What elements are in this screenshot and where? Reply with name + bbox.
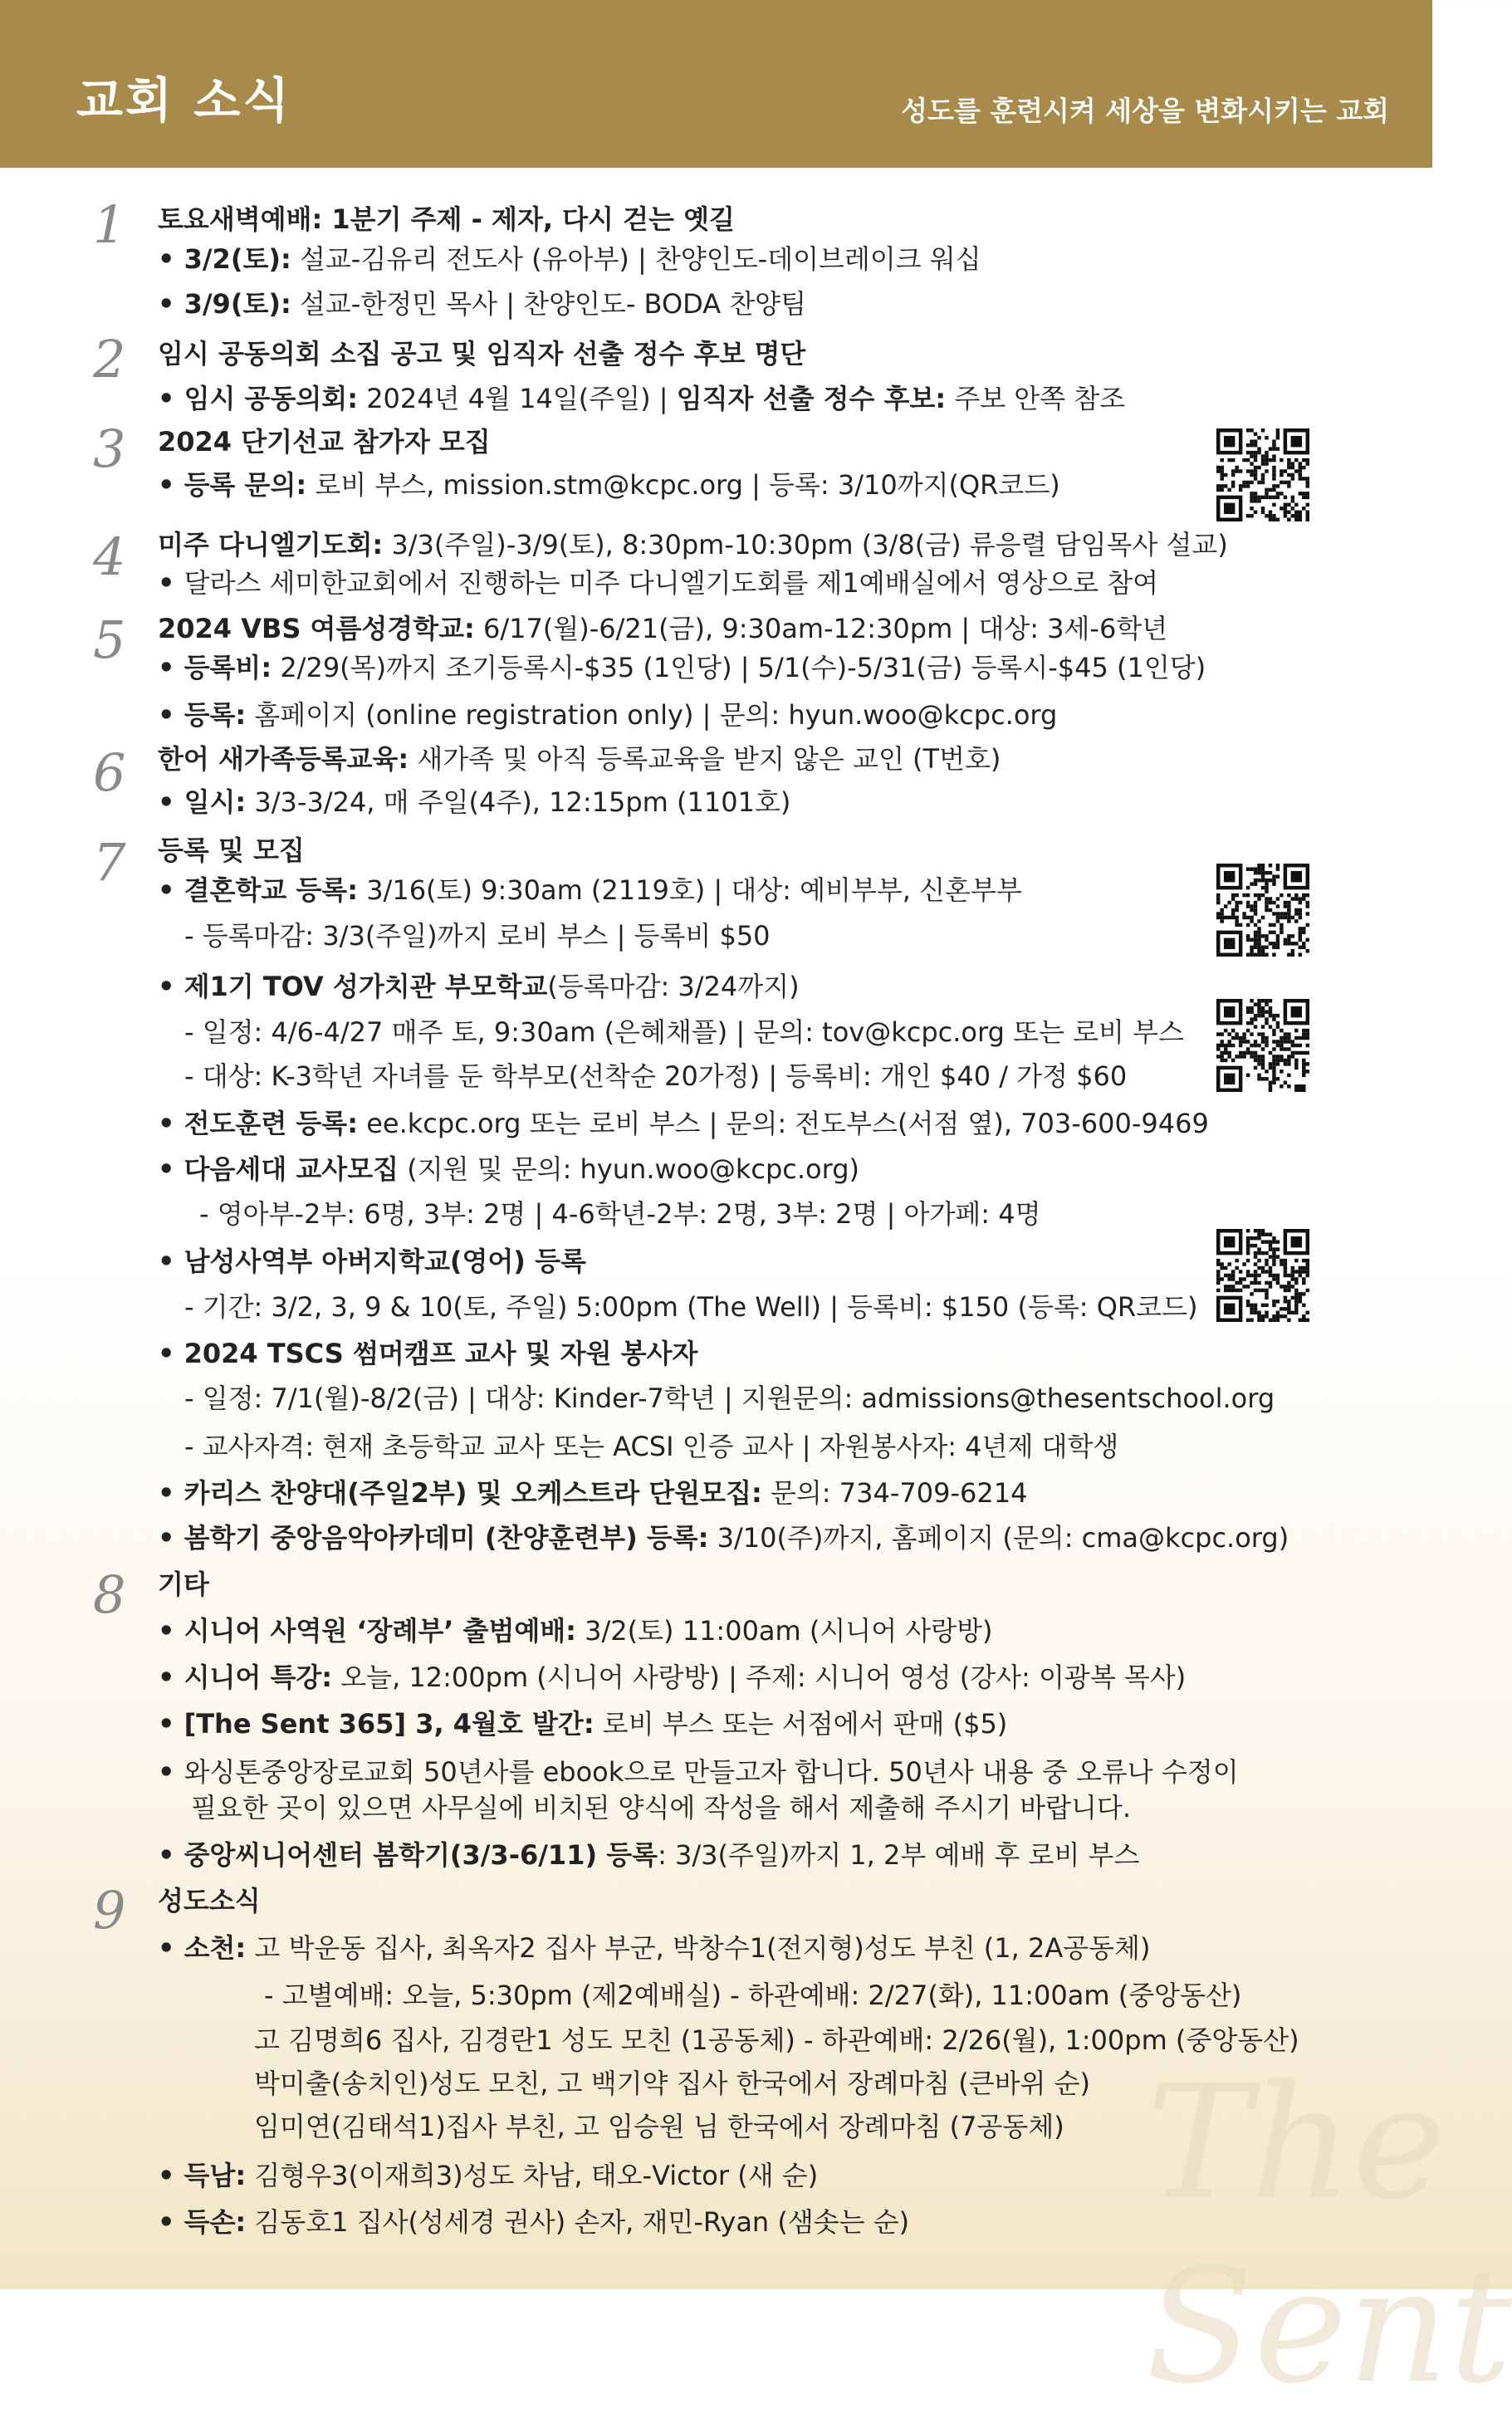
bold-label: 카리스 찬양대(주일2부) 및 오케스트라 단원모집: xyxy=(183,1477,762,1509)
bold-label: 임시 공동의회: xyxy=(183,383,359,414)
line-text: 대상: K-3학년 자녀를 둔 학부모(선착순 20가정) | 등록비: 개인 $40 / 가정 $60 xyxy=(202,1060,1128,1092)
bullet-item xyxy=(158,286,806,322)
bullet-marker: - xyxy=(184,1060,203,1092)
bold-label: 일시: xyxy=(183,786,247,818)
bullet-item xyxy=(158,1613,993,1649)
bullet-marker: • xyxy=(158,1662,184,1693)
qr-code-tov-school[interactable] xyxy=(1216,999,1309,1092)
bullet-marker: • xyxy=(158,1756,184,1788)
bullet-item xyxy=(158,784,790,820)
bullet-marker: • xyxy=(158,2206,184,2238)
bullet-marker: • xyxy=(158,874,184,906)
line-text: 등록마감: 3/3(주일)까지 로비 부스 | 등록비 $50 xyxy=(202,920,771,952)
line-text: 고 박운동 집사, 최옥자2 집사 부군, 박창수1(전지형)성도 부친 (1, 2A공동체) xyxy=(246,1932,1151,1964)
bullet-marker: - xyxy=(199,1198,218,1230)
bold-label: 중앙씨니어센터 봄학기(3/3-6/11) 등록 xyxy=(183,1839,658,1871)
sub-item xyxy=(184,1058,1127,1094)
bullet-item xyxy=(158,1335,697,1372)
sub-item xyxy=(184,1428,1118,1465)
bold-label: 결혼학교 등록: xyxy=(183,874,359,906)
bullet-item xyxy=(158,872,1022,908)
bullet-item xyxy=(158,1837,1139,1873)
bullet-item xyxy=(158,649,1206,686)
line-text: 고별예배: 오늘, 5:30pm (제2예배실) - 하관예배: 2/27(화), 11:00am (중앙동산) xyxy=(281,1980,1242,2011)
bullet-item xyxy=(158,1706,1007,1742)
line-text: 2/29(목)까지 조기등록시-$35 (1인당) | 5/1(수)-5/31(금) 등록시-$45 (1인당) xyxy=(272,652,1206,683)
bold-label: 미주 다니엘기도회: xyxy=(158,529,384,560)
line-text: 2024년 4월 14일(주일) | xyxy=(358,383,677,414)
continued-line xyxy=(191,1789,1131,1826)
line-text: 고 김명희6 집사, 김경란1 성도 모친 (1공동체) - 하관예배: 2/26(월), 1:00pm (중앙동산) xyxy=(254,2024,1299,2056)
section-title xyxy=(158,335,805,372)
line-text: 영아부-2부: 6명, 3부: 2명 | 4-6학년-2부: 2명, 3부: 2명 | 아가페: 4명 xyxy=(217,1198,1041,1230)
sub-item xyxy=(184,1289,1197,1325)
section-title xyxy=(158,741,1001,777)
bullet-item xyxy=(158,2204,909,2240)
bullet-item xyxy=(158,1930,1150,1966)
bullet-item xyxy=(158,467,1060,503)
bold-label: 2024 VBS 여름성경학교: xyxy=(158,613,475,644)
bullet-marker: - xyxy=(184,1016,203,1048)
line-text: 3/3-3/24, 매 주일(4주), 12:15pm (1101호) xyxy=(246,786,791,818)
bullet-item xyxy=(158,1754,1239,1790)
bold-label: 3/2(토): xyxy=(183,243,291,275)
bullet-marker: - xyxy=(184,1291,203,1323)
watermark: The Sent xyxy=(1146,2051,1512,2418)
bold-label: 등록 문의: xyxy=(183,469,307,501)
sub-item xyxy=(184,1014,1184,1050)
sub-item xyxy=(264,1977,1241,2014)
bold-label: 등록: xyxy=(183,699,247,731)
bullet-marker: • xyxy=(158,652,184,683)
section-title xyxy=(158,832,305,869)
bullet-marker: • xyxy=(158,243,184,275)
bold-label: 임시 공동의회 소집 공고 및 임직자 선출 정수 후보 명단 xyxy=(158,338,806,370)
bullet-marker: • xyxy=(158,1338,184,1369)
line-text: 필요한 곳이 있으면 사무실에 비치된 양식에 작성을 해서 제출해 주시기 바랍니다. xyxy=(191,1792,1131,1823)
bullet-item xyxy=(158,565,1158,601)
bullet-item xyxy=(158,1475,1027,1511)
bullet-item xyxy=(158,1243,586,1280)
bold-label: 시니어 특강: xyxy=(183,1662,333,1693)
bullet-item xyxy=(158,2157,818,2194)
line-text: 설교-김유리 전도사 (유아부) | 찬양인도-데이브레이크 워십 xyxy=(291,243,981,275)
section-number: 5 xyxy=(93,609,126,670)
line-text: 임미연(김태석1)집사 부친, 고 임승원 님 한국에서 장례마침 (7공동체) xyxy=(254,2111,1064,2142)
section-number: 9 xyxy=(93,1880,126,1941)
page-subtitle: 성도를 훈련시켜 세상을 변화시키는 교회 xyxy=(901,95,1389,127)
section-number: 3 xyxy=(93,418,126,479)
bold-label: 남성사역부 아버지학교(영어) 등록 xyxy=(183,1246,586,1277)
bullet-marker: • xyxy=(158,1153,184,1185)
line-text: 김형우3(이재희3)성도 차남, 태오-Victor (새 순) xyxy=(246,2160,819,2191)
bullet-marker: • xyxy=(158,971,184,1002)
bullet-item xyxy=(158,1659,1186,1696)
bullet-item xyxy=(158,1105,1209,1142)
section-number: 2 xyxy=(93,329,126,389)
header-bar xyxy=(0,0,1432,168)
bullet-marker: • xyxy=(158,288,184,320)
bullet-marker: • xyxy=(158,1522,184,1554)
bullet-marker: • xyxy=(158,786,184,818)
bullet-marker: • xyxy=(158,1839,184,1871)
bold-label: 다음세대 교사모집 xyxy=(183,1153,399,1185)
line-text: 홈페이지 (online registration only) | 문의: hyun.woo@kcpc.org xyxy=(246,699,1058,731)
bullet-item xyxy=(158,1151,859,1187)
line-text: 로비 부스, mission.stm@kcpc.org | 등록: 3/10까지(QR코드) xyxy=(306,469,1060,501)
bold-label: 3/9(토): xyxy=(183,288,291,320)
bullet-marker: • xyxy=(158,469,184,501)
qr-code-mission[interactable] xyxy=(1216,428,1309,521)
line-text: 박미출(송치인)성도 모친, 고 백기약 집사 한국에서 장례마침 (큰바위 순) xyxy=(254,2068,1091,2099)
bullet-marker: • xyxy=(158,1108,184,1139)
line-text: (등록마감: 3/24까지) xyxy=(547,971,800,1002)
line-text: 3/16(토) 9:30am (2119호) | 대상: 예비부부, 신혼부부 xyxy=(358,874,1022,906)
bold-label: 한어 새가족등록교육: xyxy=(158,743,409,775)
bullet-marker: - xyxy=(184,1431,203,1462)
bold-label: 득손: xyxy=(183,2206,247,2238)
qr-code-wedding-school[interactable] xyxy=(1216,864,1309,957)
bullet-marker: • xyxy=(158,1477,184,1509)
line-text: 3/10(주)까지, 홈페이지 (문의: cma@kcpc.org) xyxy=(708,1522,1289,1554)
bold-label: 전도훈련 등록: xyxy=(183,1108,359,1139)
bullet-marker: • xyxy=(158,1615,184,1647)
bullet-marker: • xyxy=(158,1708,184,1740)
line-text: 일정: 7/1(월)-8/2(금) | 대상: Kinder-7학년 | 지원문의: admissions@thesentschool.org xyxy=(202,1383,1275,1414)
section-number: 8 xyxy=(93,1564,126,1625)
bold-label: 소천: xyxy=(183,1932,247,1964)
line-text: 일정: 4/6-4/27 매주 토, 9:30am (은혜채플) | 문의: tov@kcpc.org 또는 로비 부스 xyxy=(202,1016,1184,1048)
bullet-item xyxy=(158,1520,1289,1556)
bold-label: 등록비: xyxy=(183,652,272,683)
line-text: 김동호1 집사(성세경 권사) 손자, 재민-Ryan (샘솟는 순) xyxy=(246,2206,910,2238)
bullet-marker: • xyxy=(158,2160,184,2191)
line-text: 6/17(월)-6/21(금), 9:30am-12:30pm | 대상: 3세-6학년 xyxy=(474,613,1168,644)
section-number: 1 xyxy=(93,194,126,255)
bullet-item xyxy=(158,241,981,277)
section-title xyxy=(158,423,491,460)
page-title: 교회 소식 xyxy=(76,72,292,129)
line-text: : 3/3(주일)까지 1, 2부 예배 후 로비 부스 xyxy=(658,1839,1140,1871)
bold-label: 기타 xyxy=(158,1569,209,1600)
section-title xyxy=(158,1882,261,1919)
bold-label: 등록 및 모집 xyxy=(158,835,305,866)
bullet-marker: • xyxy=(158,699,184,731)
bullet-item xyxy=(158,380,1125,417)
qr-code-father-school[interactable] xyxy=(1216,1229,1309,1322)
bold-label: 제1기 TOV 성가치관 부모학교 xyxy=(183,971,548,1002)
section-title xyxy=(158,201,735,237)
bold-label: 득남: xyxy=(183,2160,247,2191)
bullet-marker: - xyxy=(184,920,203,952)
bold-label: 2024 TSCS 썸머캠프 교사 및 자원 봉사자 xyxy=(183,1338,698,1369)
section-number: 4 xyxy=(93,526,126,587)
sub-item xyxy=(184,918,771,954)
line-text: 기간: 3/2, 3, 9 & 10(토, 주일) 5:00pm (The Well) | 등록비: $150 (등록: QR코드) xyxy=(202,1291,1198,1323)
bullet-marker: • xyxy=(158,383,184,414)
line-text: 3/3(주일)-3/9(토), 8:30pm-10:30pm (3/8(금) 류응렬 담임목사 설교) xyxy=(383,529,1228,560)
line-text: 오늘, 12:00pm (시니어 사랑방) | 주제: 시니어 영성 (강사: 이광복 목사) xyxy=(332,1662,1187,1693)
continued-line xyxy=(254,2022,1299,2058)
sub-item xyxy=(199,1196,1041,1232)
bullet-item xyxy=(158,697,1057,733)
line-text: ee.kcpc.org 또는 로비 부스 | 문의: 전도부스(서점 옆), 703-600-9469 xyxy=(358,1108,1209,1139)
bullet-marker: • xyxy=(158,1246,184,1277)
bold-label: [The Sent 365] 3, 4월호 발간: xyxy=(183,1708,595,1740)
bold-label: 임직자 선출 정수 후보: xyxy=(676,383,947,414)
sub-item xyxy=(184,1380,1275,1417)
line-text: 문의: 734-709-6214 xyxy=(761,1477,1028,1509)
line-text: 와싱톤중앙장로교회 50년사를 ebook으로 만들고자 합니다. 50년사 내용 중 오류나 수정이 xyxy=(183,1756,1239,1788)
bullet-marker: - xyxy=(184,1383,203,1414)
line-text: 3/2(토) 11:00am (시니어 사랑방) xyxy=(575,1615,993,1647)
bold-label: 시니어 사역원 ‘장례부’ 출범예배: xyxy=(183,1615,576,1647)
line-text: 주보 안쪽 참조 xyxy=(946,383,1126,414)
line-text: 로비 부스 또는 서점에서 판매 ($5) xyxy=(594,1708,1008,1740)
line-text: 달라스 세미한교회에서 진행하는 미주 다니엘기도회를 제1예배실에서 영상으로 참여 xyxy=(183,567,1159,599)
line-text: 설교-한정민 목사 | 찬양인도- BODA 찬양팀 xyxy=(291,288,807,320)
line-text: 새가족 및 아직 등록교육을 받지 않은 교인 (T번호) xyxy=(409,743,1001,775)
section-number: 6 xyxy=(93,742,126,803)
line-text: (지원 및 문의: hyun.woo@kcpc.org) xyxy=(399,1153,859,1185)
bold-label: 토요새벽예배: 1분기 주제 - 제자, 다시 걷는 옛길 xyxy=(158,203,735,235)
bullet-marker: • xyxy=(158,567,184,599)
section-title xyxy=(158,526,1228,563)
continued-line xyxy=(254,2065,1090,2102)
bold-label: 성도소식 xyxy=(158,1885,261,1916)
bold-label: 2024 단기선교 참가자 모집 xyxy=(158,426,491,458)
line-text: 교사자격: 현재 초등학교 교사 또는 ACSI 인증 교사 | 자원봉사자: 4년제 대학생 xyxy=(202,1431,1119,1462)
section-title xyxy=(158,1566,209,1603)
section-title xyxy=(158,610,1167,647)
continued-line xyxy=(254,2108,1064,2145)
bullet-item xyxy=(158,968,800,1005)
bullet-marker: • xyxy=(158,1932,184,1964)
section-number: 7 xyxy=(93,832,126,893)
bold-label: 봄학기 중앙음악아카데미 (찬양훈련부) 등록: xyxy=(183,1522,709,1554)
bullet-marker: - xyxy=(264,1980,282,2011)
